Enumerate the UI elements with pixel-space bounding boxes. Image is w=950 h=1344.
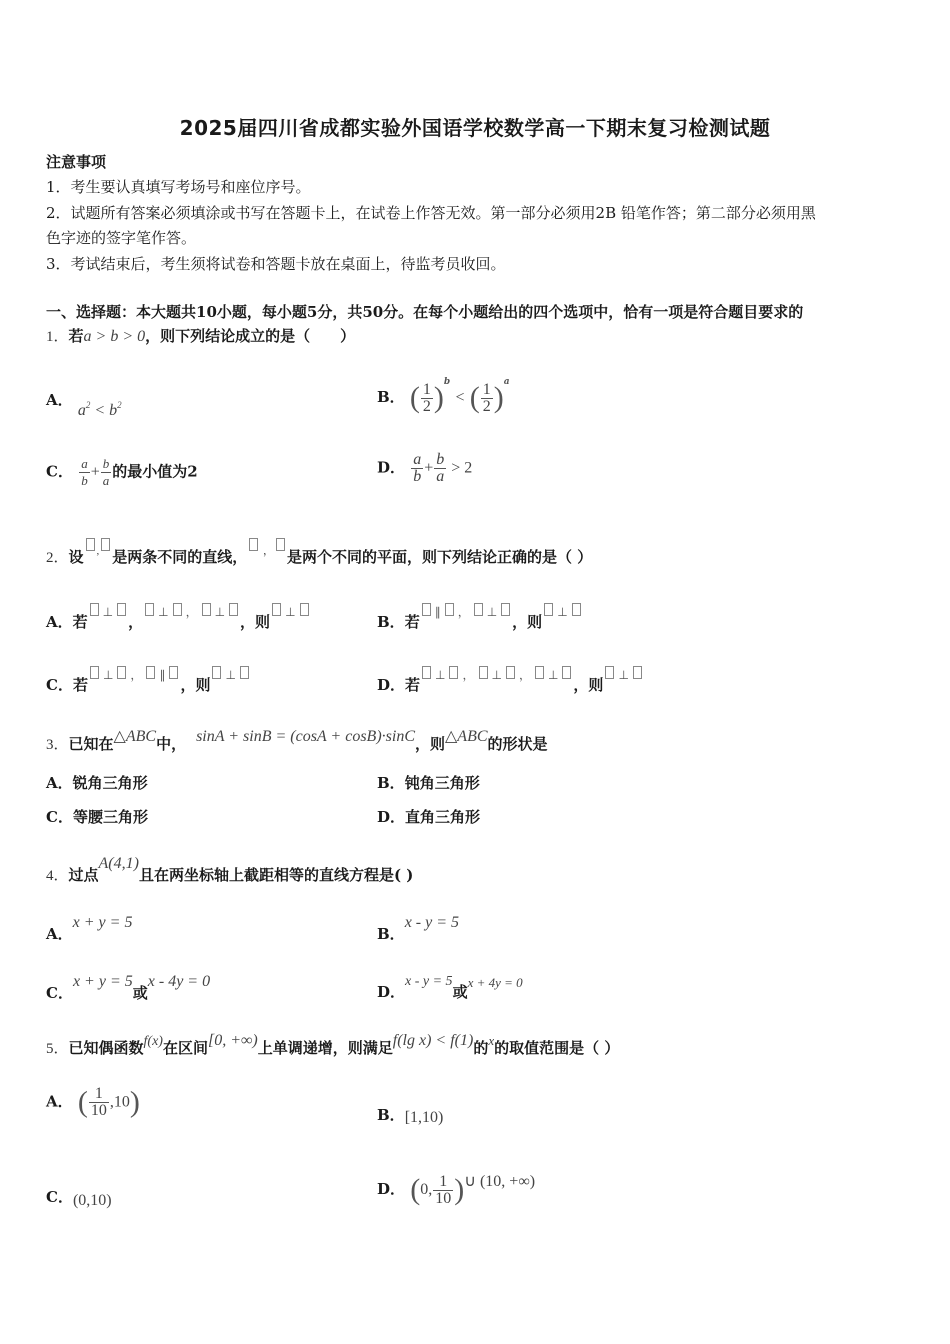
option-label: D． bbox=[377, 458, 406, 477]
fraction: $\frac{1}{2}$ bbox=[422, 380, 431, 415]
option-text: 钝角三角形 bbox=[404, 774, 480, 792]
question-text: 是两个不同的平面，则下列结论正确的是（ ） bbox=[287, 548, 593, 566]
math-expression: x + y = 5 bbox=[72, 914, 133, 931]
option-label: A． bbox=[46, 391, 73, 409]
placeholder-symbols: ， bbox=[247, 540, 287, 558]
question-1 bbox=[46, 324, 355, 349]
notice-item-1: 1．考生要认真填写考场号和座位序号。 bbox=[46, 178, 311, 196]
exam-title: 2025届四川省成都实验外国语学校数学高一下期末复习检测试题 bbox=[179, 116, 771, 140]
option-label: B． bbox=[377, 1106, 405, 1124]
fraction: $\frac{b}{a}$ bbox=[436, 451, 445, 485]
q4-option-d[interactable] bbox=[377, 970, 523, 1004]
option-text: 或 bbox=[132, 984, 148, 1002]
question-text: 已知在 bbox=[68, 735, 114, 753]
placeholder-symbols: ⊥ bbox=[270, 605, 310, 623]
option-text: 等腰三角形 bbox=[72, 808, 148, 826]
option-label: A． bbox=[46, 774, 73, 792]
q5-option-d[interactable]: D． (0, $\frac{1}{10}$ )∪ (10, +∞) bbox=[377, 1172, 536, 1207]
option-text: ，则 bbox=[512, 613, 543, 631]
option-label: D． bbox=[377, 808, 406, 826]
question-3 bbox=[46, 725, 548, 757]
question-text: 若 bbox=[68, 327, 84, 345]
question-text: ，则 bbox=[414, 735, 445, 753]
question-text: ，则下列结论成立的是（ ） bbox=[145, 327, 356, 345]
math-expression: [0, +∞) bbox=[207, 1032, 258, 1049]
q2-option-a[interactable]: A．若⊥，⊥ ， ⊥，则⊥ bbox=[46, 600, 311, 634]
q4-option-c[interactable] bbox=[46, 970, 210, 1005]
math-expression: x + y = 5 bbox=[72, 973, 133, 990]
placeholder-symbols: ⊥ bbox=[88, 605, 128, 623]
option-label: A． bbox=[46, 613, 73, 631]
question-number: 5． bbox=[46, 1041, 69, 1057]
option-text: 若 bbox=[405, 676, 421, 694]
math-expression: x - 4y = 0 bbox=[147, 973, 211, 990]
question-number: 4． bbox=[46, 868, 69, 884]
question-text: 中， bbox=[156, 735, 187, 753]
q1-option-c[interactable]: C． $\frac{a}{b}$ + $\frac{b}{a}$ 的最小值为2 bbox=[46, 456, 198, 488]
paren-left: ( bbox=[410, 1173, 421, 1206]
fraction: $\frac{1}{10}$ bbox=[435, 1172, 452, 1207]
math-expression: △ABC bbox=[113, 728, 157, 745]
math-expression: A(4,1) bbox=[98, 855, 139, 872]
q5-option-c[interactable] bbox=[46, 1185, 112, 1210]
section-heading: 一、选择题：本大题共10小题，每小题5分，共50分。在每个小题给出的四个选项中，恰有一项是符合题目要求的 bbox=[46, 303, 804, 321]
math-expression: f(x) bbox=[143, 1034, 163, 1049]
question-text: 的 bbox=[473, 1039, 489, 1057]
option-label: C． bbox=[46, 984, 73, 1002]
math-expression: x - y = 5 bbox=[404, 914, 460, 931]
question-text: 过点 bbox=[68, 866, 99, 884]
option-text: ，则 bbox=[573, 676, 604, 694]
option-label: B． bbox=[377, 613, 405, 631]
paren-left: ( bbox=[77, 1085, 88, 1119]
placeholder-symbols: ⊥ ， ⊥ ， ⊥ bbox=[420, 668, 573, 686]
paren-right: ) bbox=[433, 381, 444, 414]
option-label: D． bbox=[377, 983, 406, 1001]
math-expression: a > b > 0 bbox=[83, 328, 146, 345]
question-number: 1． bbox=[46, 329, 69, 345]
fraction: $\frac{a}{b}$ bbox=[81, 456, 88, 488]
q3-option-a[interactable] bbox=[46, 771, 148, 795]
placeholder-symbols: ⊥ bbox=[603, 668, 643, 686]
option-label: A． bbox=[46, 925, 73, 943]
question-text: 设 bbox=[68, 548, 84, 566]
q3-option-b[interactable] bbox=[377, 771, 480, 795]
q5-option-a[interactable]: A． ( $\frac{1}{10}$ ,10) bbox=[46, 1085, 140, 1119]
question-text: 的形状是 bbox=[487, 735, 548, 753]
notice-item-2-cont: 色字迹的签字笔作答。 bbox=[46, 229, 197, 247]
question-number: 2． bbox=[46, 550, 69, 566]
math-expression: sinA + sinB = (cosA + cosB)·sinC bbox=[196, 728, 415, 745]
option-label: D． bbox=[377, 1180, 406, 1198]
q1-option-a[interactable] bbox=[46, 383, 122, 419]
option-label: C． bbox=[46, 676, 73, 694]
option-text: 若 bbox=[72, 676, 88, 694]
option-label: B． bbox=[377, 388, 405, 406]
math-expression: [1,10) bbox=[404, 1109, 444, 1126]
math-expression: f(lg x) < f(1) bbox=[392, 1032, 474, 1049]
placeholder-symbols: ∥ ， ⊥ bbox=[420, 605, 512, 623]
option-text: 锐角三角形 bbox=[72, 774, 148, 792]
paren-left: ( bbox=[409, 381, 420, 414]
notice-item-2: 2．试题所有答案必须填涂或书写在答题卡上，在试卷上作答无效。第一部分必须用2B 铅笔作答；第二部分必须用黑 bbox=[46, 204, 816, 222]
paren-left: ( bbox=[469, 381, 480, 414]
q1-option-d[interactable]: D． $\frac{a}{b}$ + $\frac{b}{a}$ > 2 bbox=[377, 451, 473, 485]
placeholder-symbols: ⊥ bbox=[210, 668, 250, 686]
option-label: C． bbox=[46, 462, 73, 481]
option-text: 直角三角形 bbox=[405, 808, 481, 826]
option-label: B． bbox=[377, 774, 405, 792]
placeholder-symbols: ⊥ ， ∥ bbox=[88, 668, 180, 686]
fraction: $\frac{1}{10}$ bbox=[90, 1085, 107, 1119]
paren-right: ) bbox=[493, 381, 504, 414]
math-expression: (0,10) bbox=[72, 1192, 112, 1209]
question-4 bbox=[46, 852, 413, 888]
option-text: ，则 bbox=[180, 676, 211, 694]
q1-option-b[interactable]: B． ( $\frac{1}{2}$ )$^b$ < ( $\frac{1}{2}$ )$^a$ bbox=[377, 377, 510, 415]
question-text: 已知偶函数 bbox=[68, 1039, 144, 1057]
option-label: D． bbox=[377, 676, 406, 694]
paren-right: ) bbox=[454, 1173, 465, 1206]
option-label: C． bbox=[46, 1188, 73, 1206]
option-label: C． bbox=[46, 808, 73, 826]
fraction: $\frac{b}{a}$ bbox=[102, 456, 110, 488]
math-expression: x + 4y = 0 bbox=[467, 975, 523, 990]
notice-heading: 注意事项 bbox=[46, 153, 107, 171]
q2-option-c[interactable] bbox=[46, 663, 251, 697]
option-label: B． bbox=[377, 925, 405, 943]
q4-option-b[interactable] bbox=[377, 911, 459, 946]
option-label: A． bbox=[46, 1092, 73, 1111]
notice-item-3: 3．考试结束后，考生须将试卷和答题卡放在桌面上，待监考员收回。 bbox=[46, 255, 506, 273]
question-5 bbox=[46, 1029, 619, 1061]
math-expression: △ABC bbox=[445, 728, 488, 745]
option-text: 若 bbox=[72, 613, 88, 631]
question-text: 上单调递增，则满足 bbox=[257, 1039, 393, 1057]
q4-option-a[interactable] bbox=[46, 911, 132, 946]
placeholder-symbols: ⊥ bbox=[542, 605, 582, 623]
paren-right: ) bbox=[129, 1085, 140, 1119]
q2-option-b[interactable] bbox=[377, 600, 583, 634]
q5-option-b[interactable] bbox=[377, 1103, 443, 1128]
q3-option-d[interactable] bbox=[377, 805, 480, 829]
math-expression: x - y = 5 bbox=[405, 974, 453, 989]
fraction: $\frac{a}{b}$ bbox=[413, 451, 422, 485]
math-expression: x bbox=[488, 1033, 495, 1048]
q2-option-d[interactable] bbox=[377, 663, 644, 697]
question-text: 在区间 bbox=[162, 1039, 208, 1057]
question-text: 是两条不同的直线， bbox=[112, 548, 248, 566]
option-text: 若 bbox=[404, 613, 420, 631]
question-number: 3． bbox=[46, 737, 69, 753]
question-text: 且在两坐标轴上截距相等的直线方程是( ) bbox=[138, 866, 414, 884]
option-text: 或 bbox=[452, 983, 468, 1001]
fraction: $\frac{1}{2}$ bbox=[482, 380, 491, 415]
math-expression: $a^2 < b^2$ bbox=[77, 400, 122, 419]
question-2 bbox=[46, 537, 592, 570]
placeholder-symbols: , bbox=[84, 540, 113, 558]
option-text: ，则 bbox=[240, 613, 271, 631]
q3-option-c[interactable] bbox=[46, 805, 148, 829]
placeholder-symbols: ⊥ ， ⊥ bbox=[143, 605, 240, 623]
option-text: 的最小值为2 bbox=[112, 462, 198, 481]
question-text: 的取值范围是（ ） bbox=[494, 1039, 620, 1057]
